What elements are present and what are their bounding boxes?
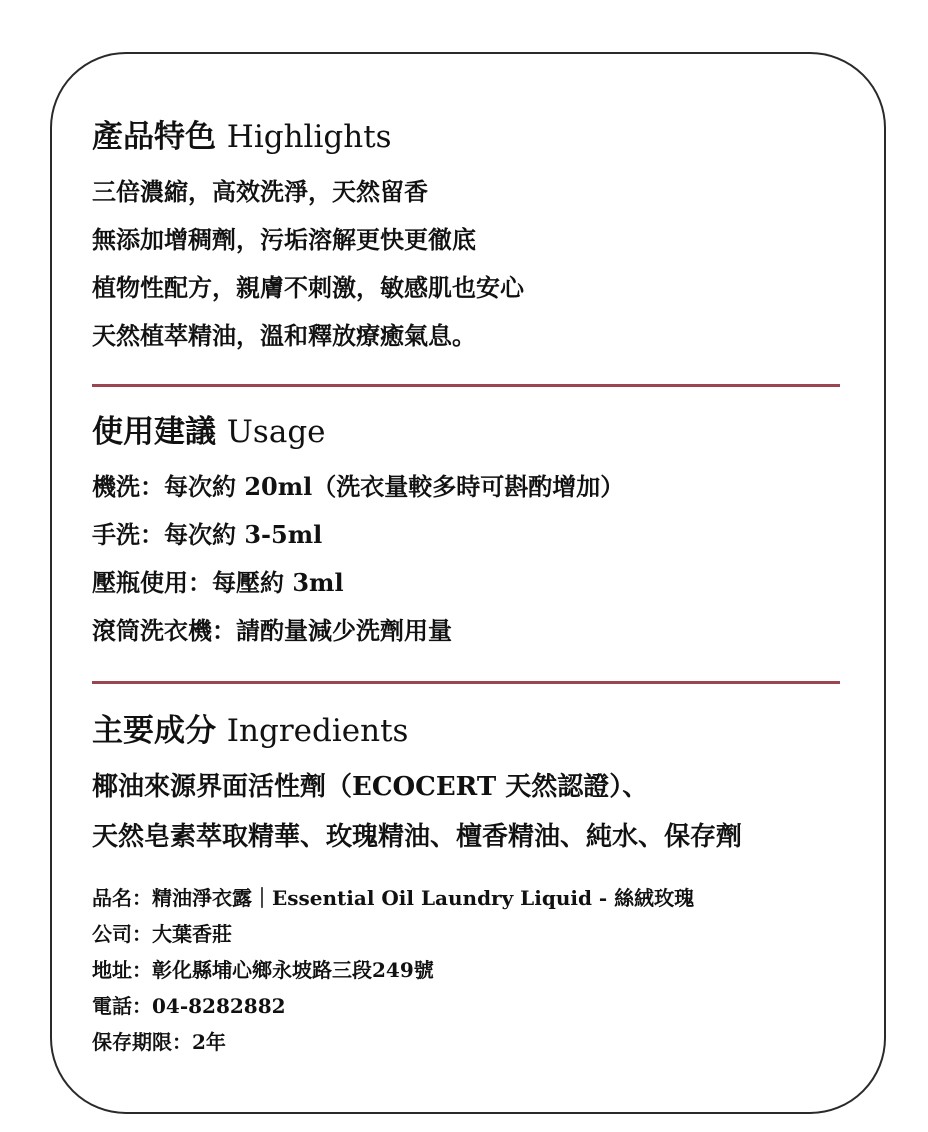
ingredients-line: 天然皂素萃取精華、玫瑰精油、檀香精油、純水、保存劑 (92, 822, 743, 852)
highlights-title-zh: 產品特色 (92, 119, 216, 155)
ingredients-title-en: Ingredients (226, 713, 409, 749)
ingredients-title-zh: 主要成分 (92, 713, 216, 749)
usage-title-zh: 使用建議 (92, 414, 216, 450)
product-name: 品名：精油淨衣露｜Essential Oil Laundry Liquid - 絲絨玫瑰 (92, 886, 695, 910)
section-divider (92, 384, 840, 387)
usage-line: 壓瓶使用：每壓約 3ml (92, 568, 344, 597)
shelf-life: 保存期限：2年 (92, 1030, 226, 1054)
section-divider (92, 681, 840, 684)
highlight-line: 天然植萃精油，溫和釋放療癒氣息。 (92, 321, 476, 350)
product-info (92, 880, 840, 1060)
usage-section (92, 411, 840, 655)
ingredients-title (92, 710, 840, 752)
highlight-line: 三倍濃縮，高效洗淨，天然留香 (92, 177, 428, 206)
phone: 電話：04-8282882 (92, 994, 286, 1018)
highlights-title-en: Highlights (226, 119, 392, 155)
highlights-title (92, 116, 840, 158)
usage-line: 滾筒洗衣機：請酌量減少洗劑用量 (92, 616, 452, 645)
highlight-line: 植物性配方，親膚不刺激，敏感肌也安心 (92, 273, 524, 302)
highlights-section (92, 116, 840, 360)
label-content (92, 116, 840, 1060)
usage-title-en: Usage (226, 414, 326, 450)
usage-line: 手洗：每次約 3-5ml (92, 520, 323, 549)
ingredients-section (92, 710, 840, 862)
ingredients-line: 椰油來源界面活性劑（ECOCERT 天然認證）、 (92, 772, 649, 802)
address: 地址：彰化縣埔心鄉永坡路三段249號 (92, 958, 434, 982)
usage-line: 機洗：每次約 20ml（洗衣量較多時可斟酌增加） (92, 472, 625, 501)
company: 公司：大葉香莊 (92, 922, 232, 946)
usage-title (92, 411, 840, 453)
highlight-line: 無添加增稠劑，污垢溶解更快更徹底 (92, 225, 476, 254)
